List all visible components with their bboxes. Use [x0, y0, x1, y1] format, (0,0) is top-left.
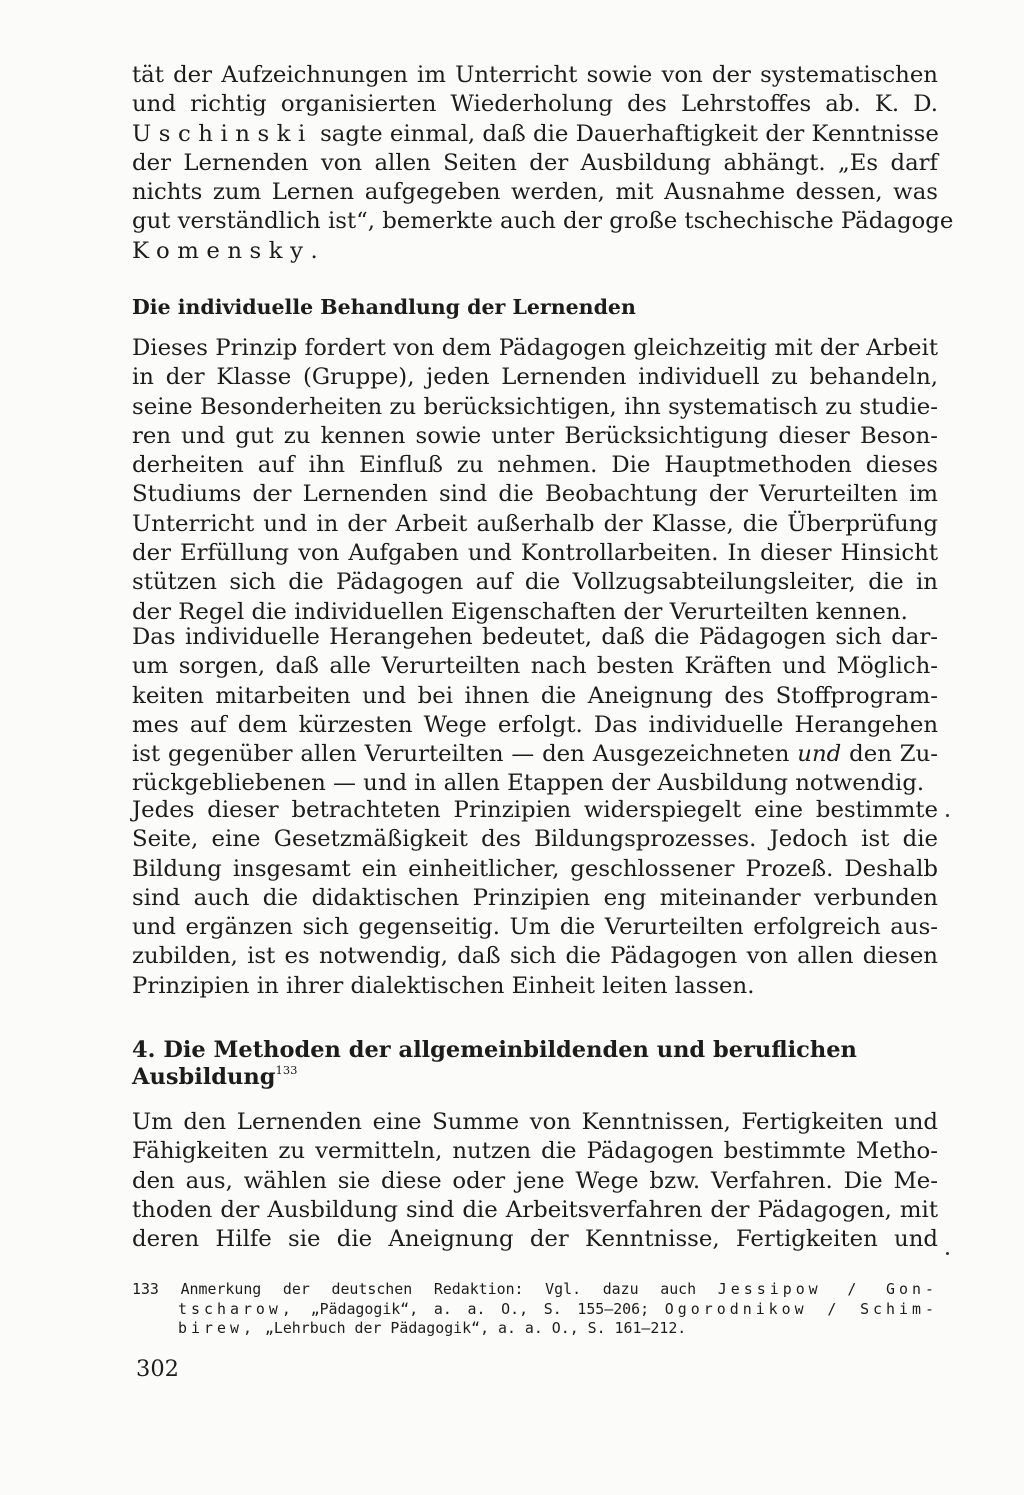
- section-title-word: Ausbildung: [132, 1064, 276, 1090]
- text-line: der Erfüllung von Aufgaben und Kontrollarbeiten. In dieser Hinsicht: [132, 540, 938, 567]
- footnote-author: tscharow,: [178, 1299, 295, 1318]
- author-name-uschinski: Uschinski: [132, 120, 313, 147]
- print-speck: [946, 814, 949, 817]
- footnote-text: „Pädagogik“, a. a. O., S. 155–206;: [310, 1299, 650, 1318]
- footnote-author: birew,: [178, 1319, 256, 1338]
- text-line: um sorgen, daß alle Verurteilten nach besten Kräften und Möglich-: [132, 653, 938, 680]
- text-line: der Regel die individuellen Eigenschaften der Verurteilten kennen.: [132, 598, 908, 625]
- text-line: Das individuelle Herangehen bedeutet, daß die Pädagogen sich dar-: [132, 624, 938, 650]
- text-line: Seite, eine Gesetzmäßigkeit des Bildungsprozesses. Jedoch ist die: [132, 826, 938, 853]
- subsection-heading: [132, 294, 938, 320]
- emphasis-und: und: [797, 741, 842, 768]
- section-heading: [132, 1037, 938, 1091]
- text-line: [132, 740, 938, 769]
- section-title-line: 4. Die Methoden der allgemeinbildenden und beruflichen: [132, 1037, 857, 1063]
- text-line: Bildung insgesamt ein einheitlicher, geschlossener Prozeß. Deshalb: [132, 855, 938, 882]
- text-line: ren und gut zu kennen sowie unter Berücksichtigung dieser Beson-: [132, 422, 938, 449]
- text-line: sind auch die didaktischen Prinzipien eng miteinander verbunden: [132, 884, 938, 911]
- text-line: stützen sich die Pädagogen auf die Vollzugsabteilungsleiter, die in: [132, 569, 938, 596]
- text-line: mes auf dem kürzesten Wege erfolgt. Das individuelle Herangehen: [132, 711, 938, 738]
- author-name-komensky: Komensky: [132, 237, 311, 264]
- footnote-text: „Lehrbuch der Pädagogik“, a. a. O., S. 161–212.: [264, 1319, 687, 1338]
- paragraph-individual: [132, 334, 938, 627]
- text-fragment: den Zu-: [849, 741, 938, 768]
- print-speck: [946, 1252, 949, 1255]
- text-line: und richtig organisierten Wiederholung des Lehrstoffes ab. K. D.: [132, 91, 938, 118]
- text-line: der Lernenden von allen Seiten der Ausbildung abhängt. „Es darf: [132, 149, 938, 176]
- footnote-line: [132, 1300, 938, 1320]
- footnote-author: Ogorodnikow / Schim-: [664, 1299, 939, 1318]
- text-line: derheiten auf ihn Einfluß zu nehmen. Die Hauptmethoden dieses: [132, 452, 938, 479]
- text-line: thoden der Ausbildung sind die Arbeitsverfahren der Pädagogen, mit: [132, 1196, 938, 1223]
- text-line: Prinzipien in ihrer dialektischen Einheit leiten lassen.: [132, 972, 755, 999]
- footnote: [132, 1280, 938, 1339]
- footnote-text: Anmerkung der deutschen Redaktion: Vgl. dazu auch: [180, 1280, 697, 1298]
- paragraph-methods: [132, 1108, 938, 1254]
- text-line: den aus, wählen sie diese oder jene Wege bzw. Verfahren. Die Me-: [132, 1167, 938, 1194]
- text-line: zubilden, ist es notwendig, daß sich die Pädagogen von allen diesen: [132, 943, 938, 970]
- text-line: nichts zum Lernen aufgegeben werden, mit Ausnahme dessen, was: [132, 179, 938, 206]
- text-fragment: sagte einmal, daß die Dauerhaftigkeit der Kenntnisse: [320, 120, 939, 147]
- text-line: Unterricht und in der Arbeit außerhalb der Klasse, die Überprüfung: [132, 510, 938, 537]
- paragraph-principles: [132, 796, 938, 1001]
- text-line: deren Hilfe sie die Aneignung der Kenntnisse, Fertigkeiten und: [132, 1226, 938, 1253]
- text-line: in der Klasse (Gruppe), jeden Lernenden individuell zu behandeln,: [132, 364, 938, 391]
- text-line: Jedes dieser betrachteten Prinzipien widerspiegelt eine bestimmte: [132, 797, 938, 823]
- text-line: tät der Aufzeichnungen im Unterricht sowie von der systematischen: [132, 62, 938, 88]
- text-line: seine Besonderheiten zu berücksichtigen, ihn systematisch zu studie-: [132, 393, 938, 420]
- text-line: Dieses Prinzip fordert von dem Pädagogen gleichzeitig mit der Arbeit: [132, 335, 938, 361]
- paragraph-approach: [132, 623, 938, 799]
- section-title-line: [132, 1064, 938, 1091]
- footnote-line: [132, 1280, 938, 1300]
- footnote-number: 133: [132, 1280, 159, 1298]
- text-line: und ergänzen sich gegenseitig. Um die Verurteilten erfolgreich aus-: [132, 914, 938, 941]
- footnote-author: Jessipow / Gon-: [717, 1280, 938, 1298]
- intro-paragraph: [132, 61, 954, 266]
- text-line: [132, 120, 938, 149]
- text-line: Studiums der Lernenden sind die Beobachtung der Verurteilten im: [132, 481, 938, 508]
- text-line: gut verständlich ist“, bemerkte auch der große tschechische Pädagoge: [132, 208, 954, 235]
- page-number: 302: [136, 1356, 179, 1382]
- text-line: Fähigkeiten zu vermitteln, nutzen die Pädagogen bestimmte Metho-: [132, 1138, 938, 1165]
- text-line: keiten mitarbeiten und bei ihnen die Aneignung des Stoffprogram-: [132, 682, 938, 709]
- text-line: Um den Lernenden eine Summe von Kenntnissen, Fertigkeiten und: [132, 1109, 938, 1135]
- text-fragment: ist gegenüber allen Verurteilten — den Ausgezeichneten: [132, 741, 790, 768]
- heading-individual-treatment: Die individuelle Behandlung der Lernenden: [132, 295, 636, 319]
- footnote-line: [132, 1319, 938, 1339]
- text-line: rückgebliebenen — und in allen Etappen der Ausbildung notwendig.: [132, 770, 925, 797]
- text-line: Komensky.: [132, 237, 318, 264]
- footnote-reference: 133: [275, 1063, 298, 1077]
